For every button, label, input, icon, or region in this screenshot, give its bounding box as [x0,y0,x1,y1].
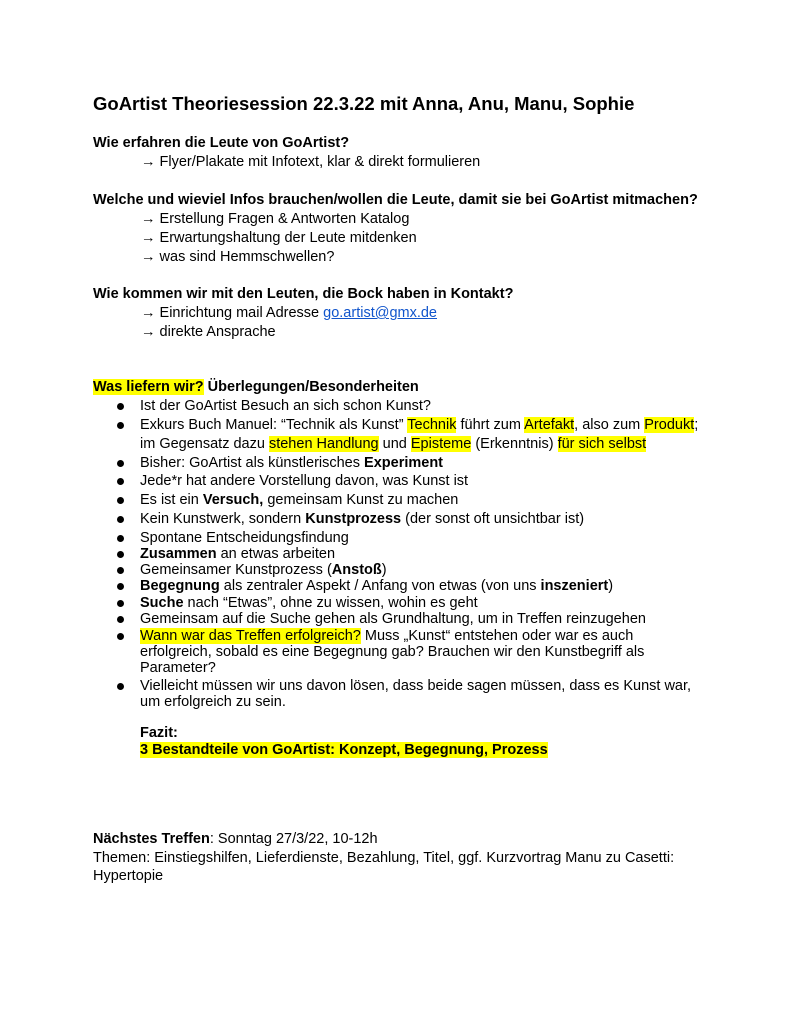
answer-item: → Erwartungshaltung der Leute mitdenken [141,230,417,246]
answer-item: → direkte Ansprache [141,324,276,340]
next-meeting-value: : Sonntag 27/3/22, 10-12h [209,831,378,847]
answer-item: → was sind Hemmschwellen? [141,249,335,265]
highlight: Wann war das Treffen erfolgreich? [140,628,361,644]
question-heading-2: Welche und wieviel Infos brauchen/wollen die Leute, damit sie bei GoArtist mitmachen? [93,192,698,208]
highlight: Episteme [410,436,472,452]
bullet-icon [117,683,124,690]
themes-line: Hypertopie [93,868,164,884]
bullet-icon [117,403,124,410]
answer-item: → Erstellung Fragen & Antworten Katalog [141,211,410,227]
section-heading-highlight: Was liefern wir? [93,379,204,395]
section-heading-rest: Überlegungen/Besonderheiten [203,379,419,395]
highlight: für sich selbst [557,436,647,452]
section-heading [93,378,419,396]
bullet-icon [117,567,124,574]
bullet-icon [117,516,124,523]
themes-line: Themen: Einstiegshilfen, Lieferdienste, Bezahlung, Titel, ggf. Kurzvortrag Manu zu Casetti: [93,850,675,866]
bullet-icon [117,616,124,623]
document-title: GoArtist Theoriesession 22.3.22 mit Anna, Anu, Manu, Sophie [93,93,635,114]
bullet-icon [117,460,124,467]
answer-item-mail [141,304,437,322]
mail-prefix: → Einrichtung mail Adresse [141,305,324,321]
bullet-icon [117,600,124,607]
bullet-icon [117,478,124,485]
email-link[interactable]: go.artist@gmx.de [323,305,437,321]
question-heading-3: Wie kommen wir mit den Leuten, die Bock haben in Kontakt? [93,286,514,302]
bullet-icon [117,497,124,504]
bullet-icon [117,633,124,640]
next-meeting-label: Nächstes Treffen [93,831,210,847]
next-meeting [93,830,378,848]
fazit-text: 3 Bestandteile von GoArtist: Konzept, Begegnung, Prozess [140,742,548,758]
highlight: Produkt [644,417,695,433]
highlight: stehen Handlung [268,436,379,452]
highlight: Artefakt [524,417,575,433]
bullet-icon [117,551,124,558]
answer-item: → Flyer/Plakate mit Infotext, klar & direkt formulieren [141,154,481,170]
document-page: GoArtist Theoriesession 22.3.22 mit Anna, Anu, Manu, Sophie Wie erfahren die Leute von GoArtist? → Flyer/Plakate mit Infotext, klar & direkt formulieren Welche und wieviel Infos brauchen/wollen die Leute, damit sie bei GoArtist mitmachen? → Erstellung Fragen & Antworten Katalog → Erwartungshaltung der Leute mitdenken → was sind Hemmschwellen? Wie kommen wir mit den Leuten, die Bock haben in Kontakt? → Einrichtung mail Adresse go.artist@gmx.de → direkte Ansprache Was liefern wir? Überlegungen/Besonderheiten Ist der GoArtist Besuch an sich schon Kunst? Exkurs Buch Manuel: “Technik als Kunst” Technik führt zum Artefakt, also zum Produkt; im Gegensatz dazu stehen Handlung und Episteme (Erkenntnis) für sich selbst Bisher: GoArtist als künstlerisches Experiment Jede*r hat andere Vorstellung davon, was Kunst ist Es ist ein Versuch, gemeinsam Kunst zu machen Kein Kunstwerk, sondern Kunstprozess (der sonst oft unsichtbar ist) Spontane Entscheidungsfindung Zusammen an etwas arbeiten Gemeinsamer Kunstprozess (Anstoß) Begegnung als zentraler Aspekt / Anfang von etwas (von uns inszeniert) Suche nach “Etwas”, ohne zu wissen, wohin es geht Gemeinsam auf die Suche gehen als Grundhaltung, um in Treffen reinzugehen Wann war das Treffen erfolgreich? Muss „Kunst“ entstehen oder war es auch erfolgreich, sobald es eine Begegnung gab? Brauchen wir den Kunstbegriff als Parameter? Vielleicht müssen wir uns davon lösen, dass beide sagen müssen, dass es Kunst war, um erfolgreich zu sein. Fazit: 3 Bestandteile von GoArtist: Konzept, Begegnung, Prozess Nächstes Treffen: Sonntag 27/3/22, 10-12h Themen: Einstiegshilfen, Lieferdienste, Bezahlung, Titel, ggf. Kurzvortrag Manu zu Casetti: Hypertopie [93,93,699,884]
bullet-icon [117,422,124,429]
fazit-label: Fazit: [140,725,178,741]
bullet-icon [117,583,124,590]
highlight: Technik [407,417,457,433]
question-heading-1: Wie erfahren die Leute von GoArtist? [93,135,350,151]
bullet-icon [117,535,124,542]
